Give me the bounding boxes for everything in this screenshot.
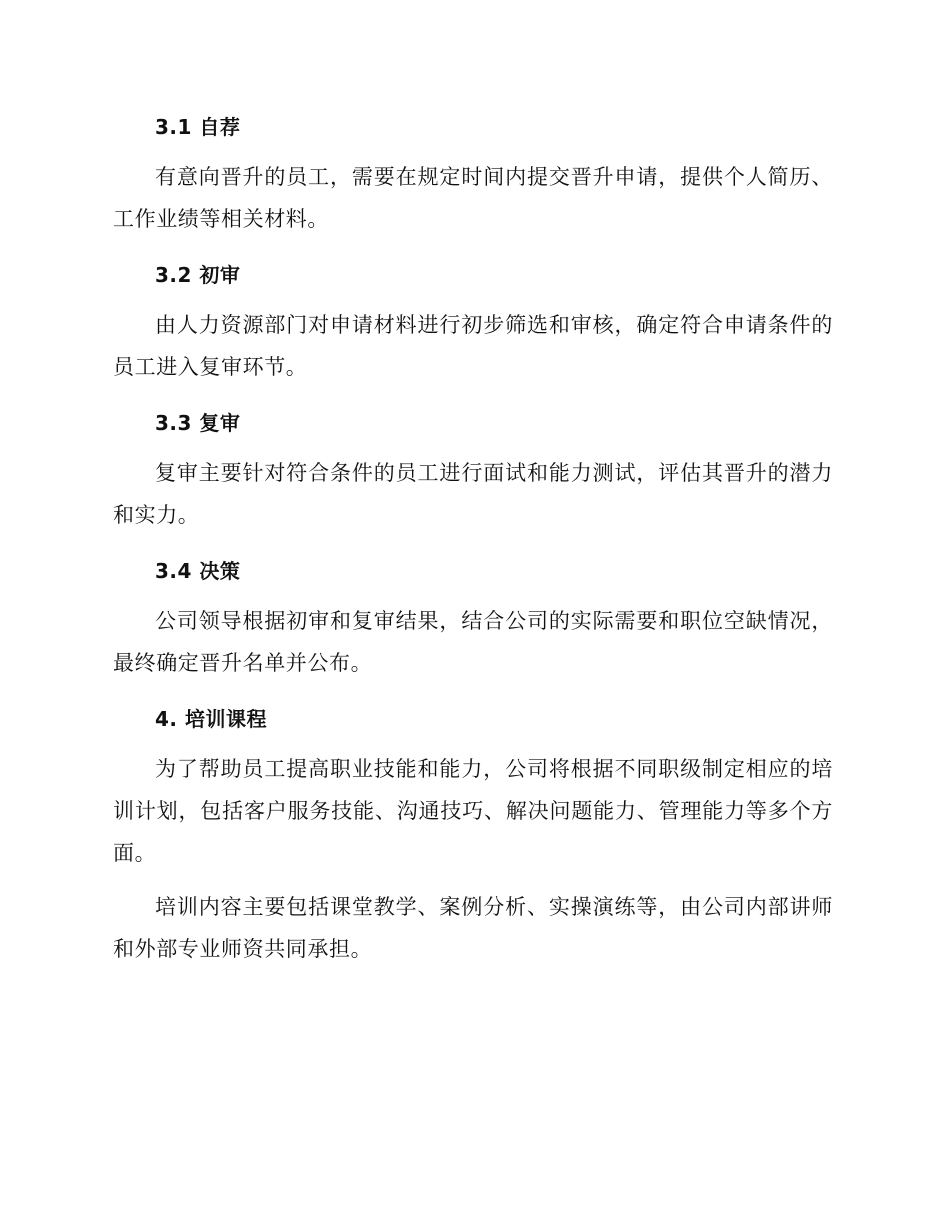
section-3-2 — [113, 256, 833, 388]
section-paragraph: 有意向晋升的员工，需要在规定时间内提交晋升申请，提供个人简历、工作业绩等相关材料。 — [113, 165, 833, 231]
section-heading: 3.3 复审 — [155, 411, 241, 435]
section-heading: 3.2 初审 — [155, 263, 241, 287]
section-4 — [113, 700, 833, 970]
section-heading: 3.4 决策 — [155, 559, 241, 583]
section-paragraph: 培训内容主要包括课堂教学、案例分析、实操演练等，由公司内部讲师和外部专业师资共同承担。 — [113, 895, 833, 961]
document-page — [113, 108, 833, 982]
section-heading: 3.1 自荐 — [155, 115, 241, 139]
section-paragraph: 为了帮助员工提高职业技能和能力，公司将根据不同职级制定相应的培训计划，包括客户服务技能、沟通技巧、解决问题能力、管理能力等多个方面。 — [113, 757, 833, 865]
section-paragraph: 由人力资源部门对申请材料进行初步筛选和审核，确定符合申请条件的员工进入复审环节。 — [113, 313, 833, 379]
section-heading: 4. 培训课程 — [155, 707, 267, 731]
section-paragraph: 复审主要针对符合条件的员工进行面试和能力测试，评估其晋升的潜力和实力。 — [113, 461, 833, 527]
section-3-3 — [113, 404, 833, 536]
section-3-4 — [113, 552, 833, 684]
section-3-1 — [113, 108, 833, 240]
section-paragraph: 公司领导根据初审和复审结果，结合公司的实际需要和职位空缺情况，最终确定晋升名单并公布。 — [113, 609, 833, 675]
